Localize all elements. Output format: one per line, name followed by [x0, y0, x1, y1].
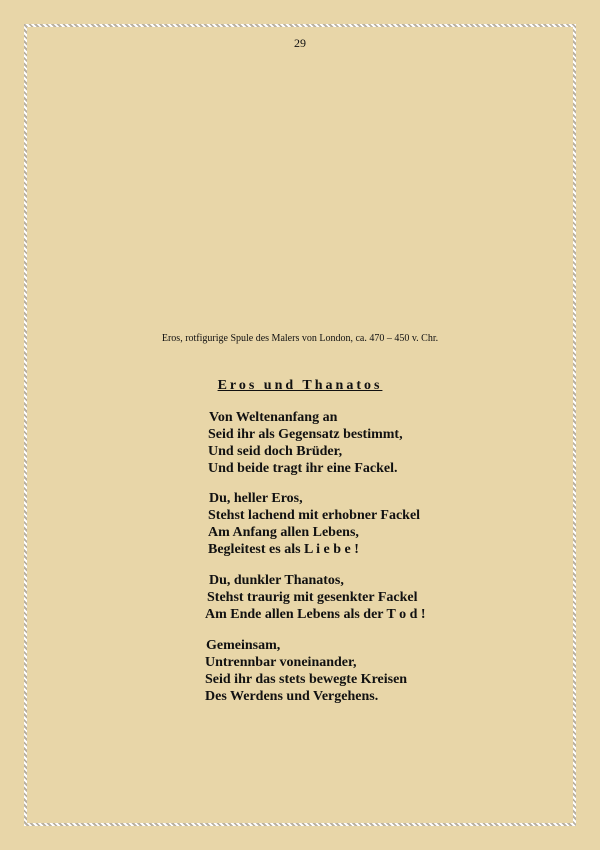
poem-line: Du, dunkler Thanatos,: [209, 573, 344, 588]
poem-line: Und seid doch Brüder,: [208, 444, 343, 459]
poem-line: Gemeinsam,: [206, 638, 281, 653]
poem-line: Stehst lachend mit erhobner Fackel: [208, 508, 421, 523]
poem-line: Seid ihr das stets bewegte Kreisen: [205, 672, 408, 687]
poem-line: Und beide tragt ihr eine Fackel.: [208, 461, 398, 476]
image-caption: Eros, rotfigurige Spule des Malers von London, ca. 470 – 450 v. Chr.: [161, 333, 439, 344]
poem-line: Begleitest es als L i e b e !: [208, 542, 359, 557]
poem-line: Du, heller Eros,: [209, 491, 303, 506]
poem-line: Stehst traurig mit gesenkter Fackel: [207, 590, 418, 605]
poem-line: Des Werdens und Vergehens.: [205, 689, 379, 704]
page-number: 29: [294, 36, 306, 50]
poem-line: Am Ende allen Lebens als der T o d !: [205, 607, 426, 622]
poem-line: Am Anfang allen Lebens,: [208, 525, 359, 540]
poem-line: Seid ihr als Gegensatz bestimmt,: [208, 427, 403, 442]
poem-title: Eros und Thanatos: [217, 378, 383, 393]
poem-line: Von Weltenanfang an: [209, 410, 338, 425]
poem-line: Untrennbar voneinander,: [205, 655, 357, 670]
